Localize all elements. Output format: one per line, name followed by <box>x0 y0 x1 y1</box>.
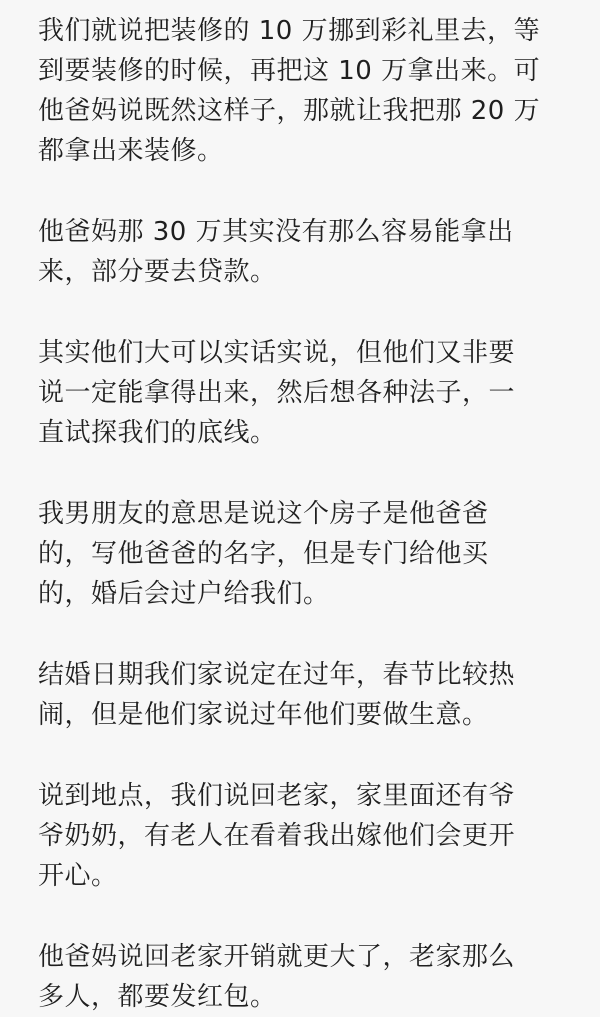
paragraph <box>38 937 578 1017</box>
text-line: 闹，但是他们家说过年他们要做生意。 <box>38 700 489 730</box>
text-line: 的，写他爸爸的名字，但是专门给他买 <box>38 539 489 569</box>
text-line: 来，部分要去贷款。 <box>38 257 277 287</box>
text-line: 我们就说把装修的 10 万挪到彩礼里去，等 <box>38 16 541 46</box>
paragraph <box>38 655 578 735</box>
paragraph <box>38 11 578 171</box>
text-line: 他爸妈说回老家开销就更大了，老家那么 <box>38 942 516 972</box>
paragraph <box>38 494 578 614</box>
text-line: 其实他们大可以实话实说，但他们又非要 <box>38 338 516 368</box>
text-line: 他爸妈说既然这样子，那就让我把那 20 万 <box>38 96 541 126</box>
paragraph <box>38 212 578 292</box>
text-line: 他爸妈那 30 万其实没有那么容易能拿出 <box>38 217 514 247</box>
text-line: 说一定能拿得出来，然后想各种法子，一 <box>38 378 516 408</box>
article-body <box>38 11 578 1017</box>
text-line: 开心。 <box>38 861 118 891</box>
text-line: 直试探我们的底线。 <box>38 418 277 448</box>
text-line: 我男朋友的意思是说这个房子是他爸爸 <box>38 499 489 529</box>
text-line: 说到地点，我们说回老家，家里面还有爷 <box>38 781 516 811</box>
text-line: 的，婚后会过户给我们。 <box>38 579 330 609</box>
text-line: 多人，都要发红包。 <box>38 982 277 1012</box>
text-line: 都拿出来装修。 <box>38 136 224 166</box>
paragraph <box>38 333 578 453</box>
text-line: 到要装修的时候，再把这 10 万拿出来。可 <box>38 56 541 86</box>
paragraph <box>38 776 578 896</box>
text-line: 爷奶奶，有老人在看着我出嫁他们会更开 <box>38 821 516 851</box>
text-line: 结婚日期我们家说定在过年，春节比较热 <box>38 660 516 690</box>
